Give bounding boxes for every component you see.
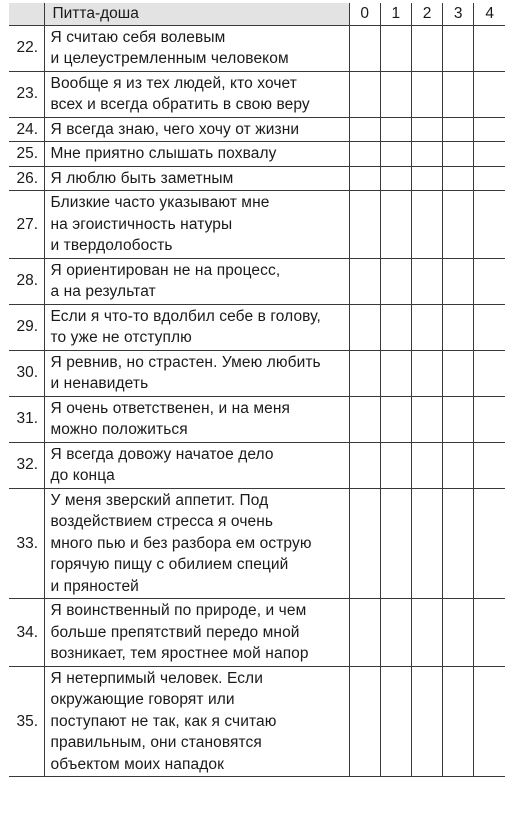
question-text-line: Я воинственный по природе, и чем	[50, 602, 307, 619]
question-text-line: можно положиться	[50, 421, 188, 438]
score-cell-1[interactable]	[380, 304, 411, 350]
score-cell-1[interactable]	[380, 350, 411, 396]
question-text-line: Я люблю быть заметным	[50, 169, 234, 187]
table-row	[9, 488, 505, 599]
score-cell-3[interactable]	[443, 350, 474, 396]
question-text	[44, 599, 349, 667]
question-text	[44, 191, 349, 259]
question-text-line: Я ревнив, но страстен. Умею любить	[50, 353, 321, 371]
score-cell-0[interactable]	[349, 25, 380, 71]
question-text-line: Я очень ответственен, и на меня	[50, 399, 291, 417]
question-number: 27.	[9, 191, 44, 259]
score-cell-0[interactable]	[349, 304, 380, 350]
score-cell-2[interactable]	[411, 142, 442, 167]
score-cell-4[interactable]	[474, 304, 505, 350]
question-text-line: воздействием стресса я очень	[50, 513, 274, 530]
score-cell-3[interactable]	[443, 488, 474, 599]
question-text-line: объектом моих нападок	[50, 755, 224, 773]
score-cell-3[interactable]	[443, 166, 474, 191]
score-cell-1[interactable]	[380, 488, 411, 599]
question-number: 33.	[9, 488, 44, 599]
table-row	[9, 304, 505, 350]
question-text-line: Я нетерпимый человек. Если	[50, 669, 263, 687]
score-cell-0[interactable]	[349, 599, 380, 667]
score-cell-2[interactable]	[411, 258, 442, 304]
question-text	[44, 396, 349, 442]
question-text-line: Близкие часто указывают мне	[50, 194, 270, 211]
score-cell-3[interactable]	[443, 117, 474, 142]
question-text-line: до конца	[50, 467, 115, 484]
question-text-line: Если я что-то вдолбил себе в голову,	[50, 307, 321, 325]
header-number-cell	[9, 3, 44, 25]
score-cell-0[interactable]	[349, 142, 380, 167]
score-cell-0[interactable]	[349, 442, 380, 488]
score-cell-0[interactable]	[349, 666, 380, 777]
score-cell-4[interactable]	[474, 488, 505, 599]
question-text-line: Я считаю себя волевым	[50, 28, 226, 46]
question-number: 32.	[9, 442, 44, 488]
question-number: 24.	[9, 117, 44, 142]
question-text-line: и пряностей	[50, 577, 139, 595]
question-number: 26.	[9, 166, 44, 191]
score-cell-0[interactable]	[349, 258, 380, 304]
table-row	[9, 142, 505, 167]
question-text-line: всех и всегда обратить в свою веру	[50, 96, 310, 113]
score-cell-4[interactable]	[474, 396, 505, 442]
question-text-line: Мне приятно слышать похвалу	[50, 145, 277, 162]
score-cell-1[interactable]	[380, 25, 411, 71]
score-cell-2[interactable]	[411, 304, 442, 350]
question-text-line: и ненавидеть	[50, 375, 149, 392]
score-cell-1[interactable]	[380, 142, 411, 167]
score-cell-4[interactable]	[474, 258, 505, 304]
score-cell-4[interactable]	[474, 142, 505, 167]
question-number: 34.	[9, 599, 44, 667]
score-header-3: 3	[443, 3, 474, 25]
table-row	[9, 350, 505, 396]
question-number: 35.	[9, 666, 44, 777]
question-text-line: Я всегда знаю, чего хочу от жизни	[50, 120, 300, 138]
question-number: 30.	[9, 350, 44, 396]
score-cell-3[interactable]	[443, 666, 474, 777]
score-cell-2[interactable]	[411, 117, 442, 142]
score-cell-1[interactable]	[380, 166, 411, 191]
score-cell-4[interactable]	[474, 166, 505, 191]
score-cell-1[interactable]	[380, 666, 411, 777]
question-text	[44, 117, 349, 142]
question-text-line: возникает, тем яростнее мой напор	[50, 645, 309, 662]
score-cell-0[interactable]	[349, 488, 380, 599]
question-number: 28.	[9, 258, 44, 304]
question-text-line: окружающие говорят или	[50, 691, 235, 708]
question-text-line: много пью и без разбора ем острую	[50, 534, 312, 552]
question-text-line: на эгоистичность натуры	[50, 215, 233, 233]
question-number: 25.	[9, 142, 44, 167]
question-text-line: и целеустремленным человеком	[50, 50, 289, 67]
score-cell-2[interactable]	[411, 666, 442, 777]
score-cell-0[interactable]	[349, 350, 380, 396]
score-cell-2[interactable]	[411, 166, 442, 191]
score-cell-2[interactable]	[411, 25, 442, 71]
score-cell-4[interactable]	[474, 191, 505, 259]
table-row	[9, 599, 505, 667]
question-text-line: и твердолобость	[50, 237, 173, 254]
score-cell-2[interactable]	[411, 488, 442, 599]
score-header-4: 4	[474, 3, 505, 25]
score-cell-4[interactable]	[474, 117, 505, 142]
score-cell-1[interactable]	[380, 442, 411, 488]
question-text	[44, 166, 349, 191]
score-cell-3[interactable]	[443, 25, 474, 71]
table-row	[9, 666, 505, 777]
table-row	[9, 442, 505, 488]
score-cell-1[interactable]	[380, 258, 411, 304]
table-row	[9, 166, 505, 191]
question-text-line: Я ориентирован не на процесс,	[50, 261, 281, 279]
question-text-line: а на результат	[50, 283, 156, 300]
question-text-line: горячую пищу с обилием специй	[50, 556, 289, 573]
question-text-line: У меня зверский аппетит. Под	[50, 491, 269, 509]
table-row	[9, 191, 505, 259]
questionnaire-table	[9, 3, 505, 777]
score-cell-0[interactable]	[349, 396, 380, 442]
score-cell-3[interactable]	[443, 304, 474, 350]
score-cell-4[interactable]	[474, 599, 505, 667]
score-cell-1[interactable]	[380, 191, 411, 259]
table-row	[9, 258, 505, 304]
score-cell-4[interactable]	[474, 442, 505, 488]
table-row	[9, 117, 505, 142]
score-cell-4[interactable]	[474, 350, 505, 396]
score-cell-0[interactable]	[349, 166, 380, 191]
score-cell-2[interactable]	[411, 396, 442, 442]
score-header-2: 2	[411, 3, 442, 25]
score-cell-4[interactable]	[474, 25, 505, 71]
score-cell-2[interactable]	[411, 442, 442, 488]
score-cell-3[interactable]	[443, 142, 474, 167]
question-text-line: правильным, они становятся	[50, 734, 262, 751]
score-cell-3[interactable]	[443, 442, 474, 488]
question-number: 31.	[9, 396, 44, 442]
question-text-line: то уже не отступлю	[50, 329, 192, 346]
score-cell-2[interactable]	[411, 191, 442, 259]
question-text	[44, 258, 349, 304]
score-cell-2[interactable]	[411, 71, 442, 117]
score-cell-0[interactable]	[349, 71, 380, 117]
question-text	[44, 488, 349, 599]
question-text-line: поступают не так, как я считаю	[50, 712, 277, 730]
score-cell-0[interactable]	[349, 191, 380, 259]
score-header-0: 0	[349, 3, 380, 25]
table-row	[9, 396, 505, 442]
question-text	[44, 71, 349, 117]
question-text	[44, 25, 349, 71]
table-body	[9, 25, 505, 777]
question-text	[44, 304, 349, 350]
score-cell-3[interactable]	[443, 71, 474, 117]
score-cell-1[interactable]	[380, 117, 411, 142]
question-text	[44, 350, 349, 396]
score-cell-1[interactable]	[380, 71, 411, 117]
question-text-line: больше препятствий передо мной	[50, 623, 300, 641]
question-text-line: Я всегда довожу начатое дело	[50, 445, 274, 463]
score-cell-2[interactable]	[411, 350, 442, 396]
question-text	[44, 666, 349, 777]
question-text-line: Вообще я из тех людей, кто хочет	[50, 74, 297, 92]
score-cell-0[interactable]	[349, 117, 380, 142]
question-number: 23.	[9, 71, 44, 117]
table-row	[9, 25, 505, 71]
question-text	[44, 142, 349, 167]
score-cell-3[interactable]	[443, 258, 474, 304]
table-row	[9, 71, 505, 117]
score-cell-3[interactable]	[443, 599, 474, 667]
score-cell-4[interactable]	[474, 666, 505, 777]
score-cell-1[interactable]	[380, 599, 411, 667]
table-title: Питта-доша	[44, 3, 349, 25]
question-text	[44, 442, 349, 488]
score-cell-3[interactable]	[443, 191, 474, 259]
score-cell-4[interactable]	[474, 71, 505, 117]
score-cell-1[interactable]	[380, 396, 411, 442]
table-header-row	[9, 3, 505, 25]
score-header-1: 1	[380, 3, 411, 25]
question-number: 22.	[9, 25, 44, 71]
score-cell-2[interactable]	[411, 599, 442, 667]
question-number: 29.	[9, 304, 44, 350]
score-cell-3[interactable]	[443, 396, 474, 442]
